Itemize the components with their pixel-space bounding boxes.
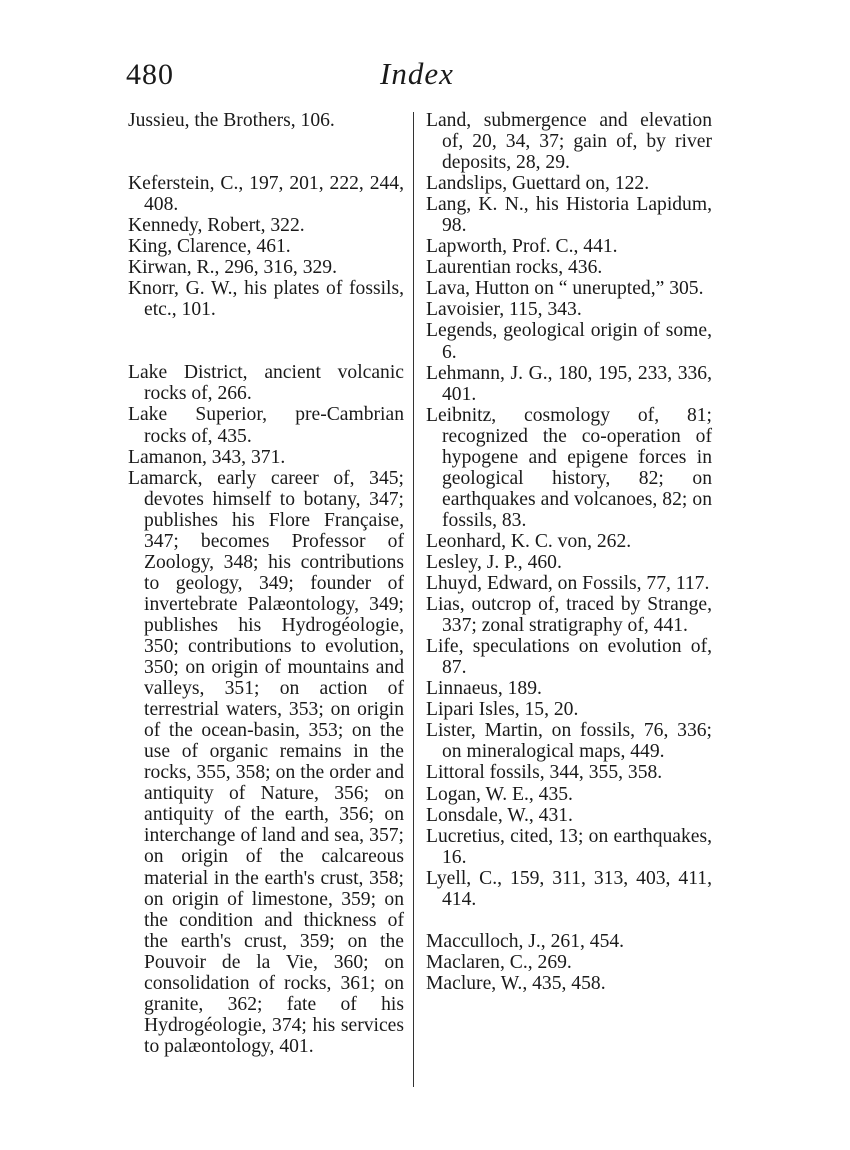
index-entry: Lamanon, 343, 371. (128, 446, 286, 468)
index-column-right (426, 110, 712, 994)
index-entry: Lipari Isles, 15, 20. (426, 699, 579, 721)
index-entry: Life, speculations on evolution of, 87. (426, 636, 712, 679)
index-entry: Linnaeus, 189. (426, 678, 542, 700)
index-entry: Maclaren, C., 269. (426, 951, 572, 973)
page-title: Index (380, 56, 454, 91)
index-entry: Kennedy, Robert, 322. (128, 215, 305, 237)
index-entry: Lyell, C., 159, 311, 313, 403, 411, 414. (426, 867, 712, 910)
index-entry: Logan, W. E., 435. (426, 783, 573, 805)
index-entry: Lonsdale, W., 431. (426, 804, 573, 826)
index-entry: Littoral fossils, 344, 355, 358. (426, 762, 663, 784)
index-entry: Knorr, G. W., his plates of fossils, etc., 101. (128, 278, 404, 321)
index-entry: Lake Superior, pre-Cambrian rocks of, 435. (128, 404, 404, 447)
index-entry: Lesley, J. P., 460. (426, 551, 562, 573)
index-entry: Land, submergence and elevation of, 20, 34, 37; gain of, by river deposits, 28, 29. (426, 110, 712, 174)
index-column-left (128, 110, 404, 1057)
page-number: 480 (126, 58, 174, 91)
index-entry: Leibnitz, cosmology of, 81; recognized the co-operation of hypogene and epigene forces in geological history, 82; on earthquakes and volcanoes, 82; on fossils, 83. (426, 404, 712, 531)
index-entry: Lias, outcrop of, traced by Strange, 337; zonal stratigraphy of, 441. (426, 594, 712, 637)
index-entry: Lister, Martin, on fossils, 76, 336; on mineralogical maps, 449. (426, 720, 712, 763)
index-entry: Landslips, Guettard on, 122. (426, 173, 650, 195)
index-entry: Lehmann, J. G., 180, 195, 233, 336, 401. (426, 362, 712, 405)
index-entry: Macculloch, J., 261, 454. (426, 930, 625, 952)
index-entry: Lamarck, early career of, 345; devotes himself to botany, 347; publishes his Flore Française, 347; becomes Professor of Zoology, 348; his contributions to geology, 349; founder of invertebrate Palæontology, 349; publishes his Hydrogéologie, 350; contributions to evolution, 350; on origin of mountains and valleys, 351; on action of terrestrial waters, 353; on origin of the ocean-basin, 353; on the use of organic remains in the rocks, 355, 358; on the order and antiquity of Nature, 356; on antiquity of the earth, 356; on interchange of land and sea, 357; on origin of the calcareous material in the earth's crust, 358; on origin of limestone, 359; on the condition and thickness of the earth's crust, 359; on the Pouvoir de la Vie, 360; on consolidation of rocks, 361; on granite, 362; fate of his Hydrogéologie, 374; his services to palæontology, 401. (128, 467, 404, 1057)
index-entry: Keferstein, C., 197, 201, 222, 244, 408. (128, 173, 404, 216)
index-entry: Lang, K. N., his Historia Lapidum, 98. (426, 194, 712, 237)
index-entry: Laurentian rocks, 436. (426, 257, 603, 279)
index-entry: Lapworth, Prof. C., 441. (426, 236, 618, 258)
index-entry: Leonhard, K. C. von, 262. (426, 530, 632, 552)
index-entry: Kirwan, R., 296, 316, 329. (128, 257, 337, 279)
index-entry: Lucretius, cited, 13; on earthquakes, 16. (426, 825, 712, 868)
index-entry: Legends, geological origin of some, 6. (426, 320, 712, 363)
index-entry: Lavoisier, 115, 343. (426, 299, 582, 321)
column-divider (413, 112, 414, 1087)
index-entry: Lava, Hutton on “ unerupted,” 305. (426, 278, 704, 300)
index-entry: Jussieu, the Brothers, 106. (128, 110, 335, 131)
index-entry: Lhuyd, Edward, on Fossils, 77, 117. (426, 573, 710, 595)
index-entry: Maclure, W., 435, 458. (426, 972, 606, 994)
index-entry: King, Clarence, 461. (128, 236, 291, 258)
index-entry: Lake District, ancient volcanic rocks of, 266. (128, 362, 404, 405)
